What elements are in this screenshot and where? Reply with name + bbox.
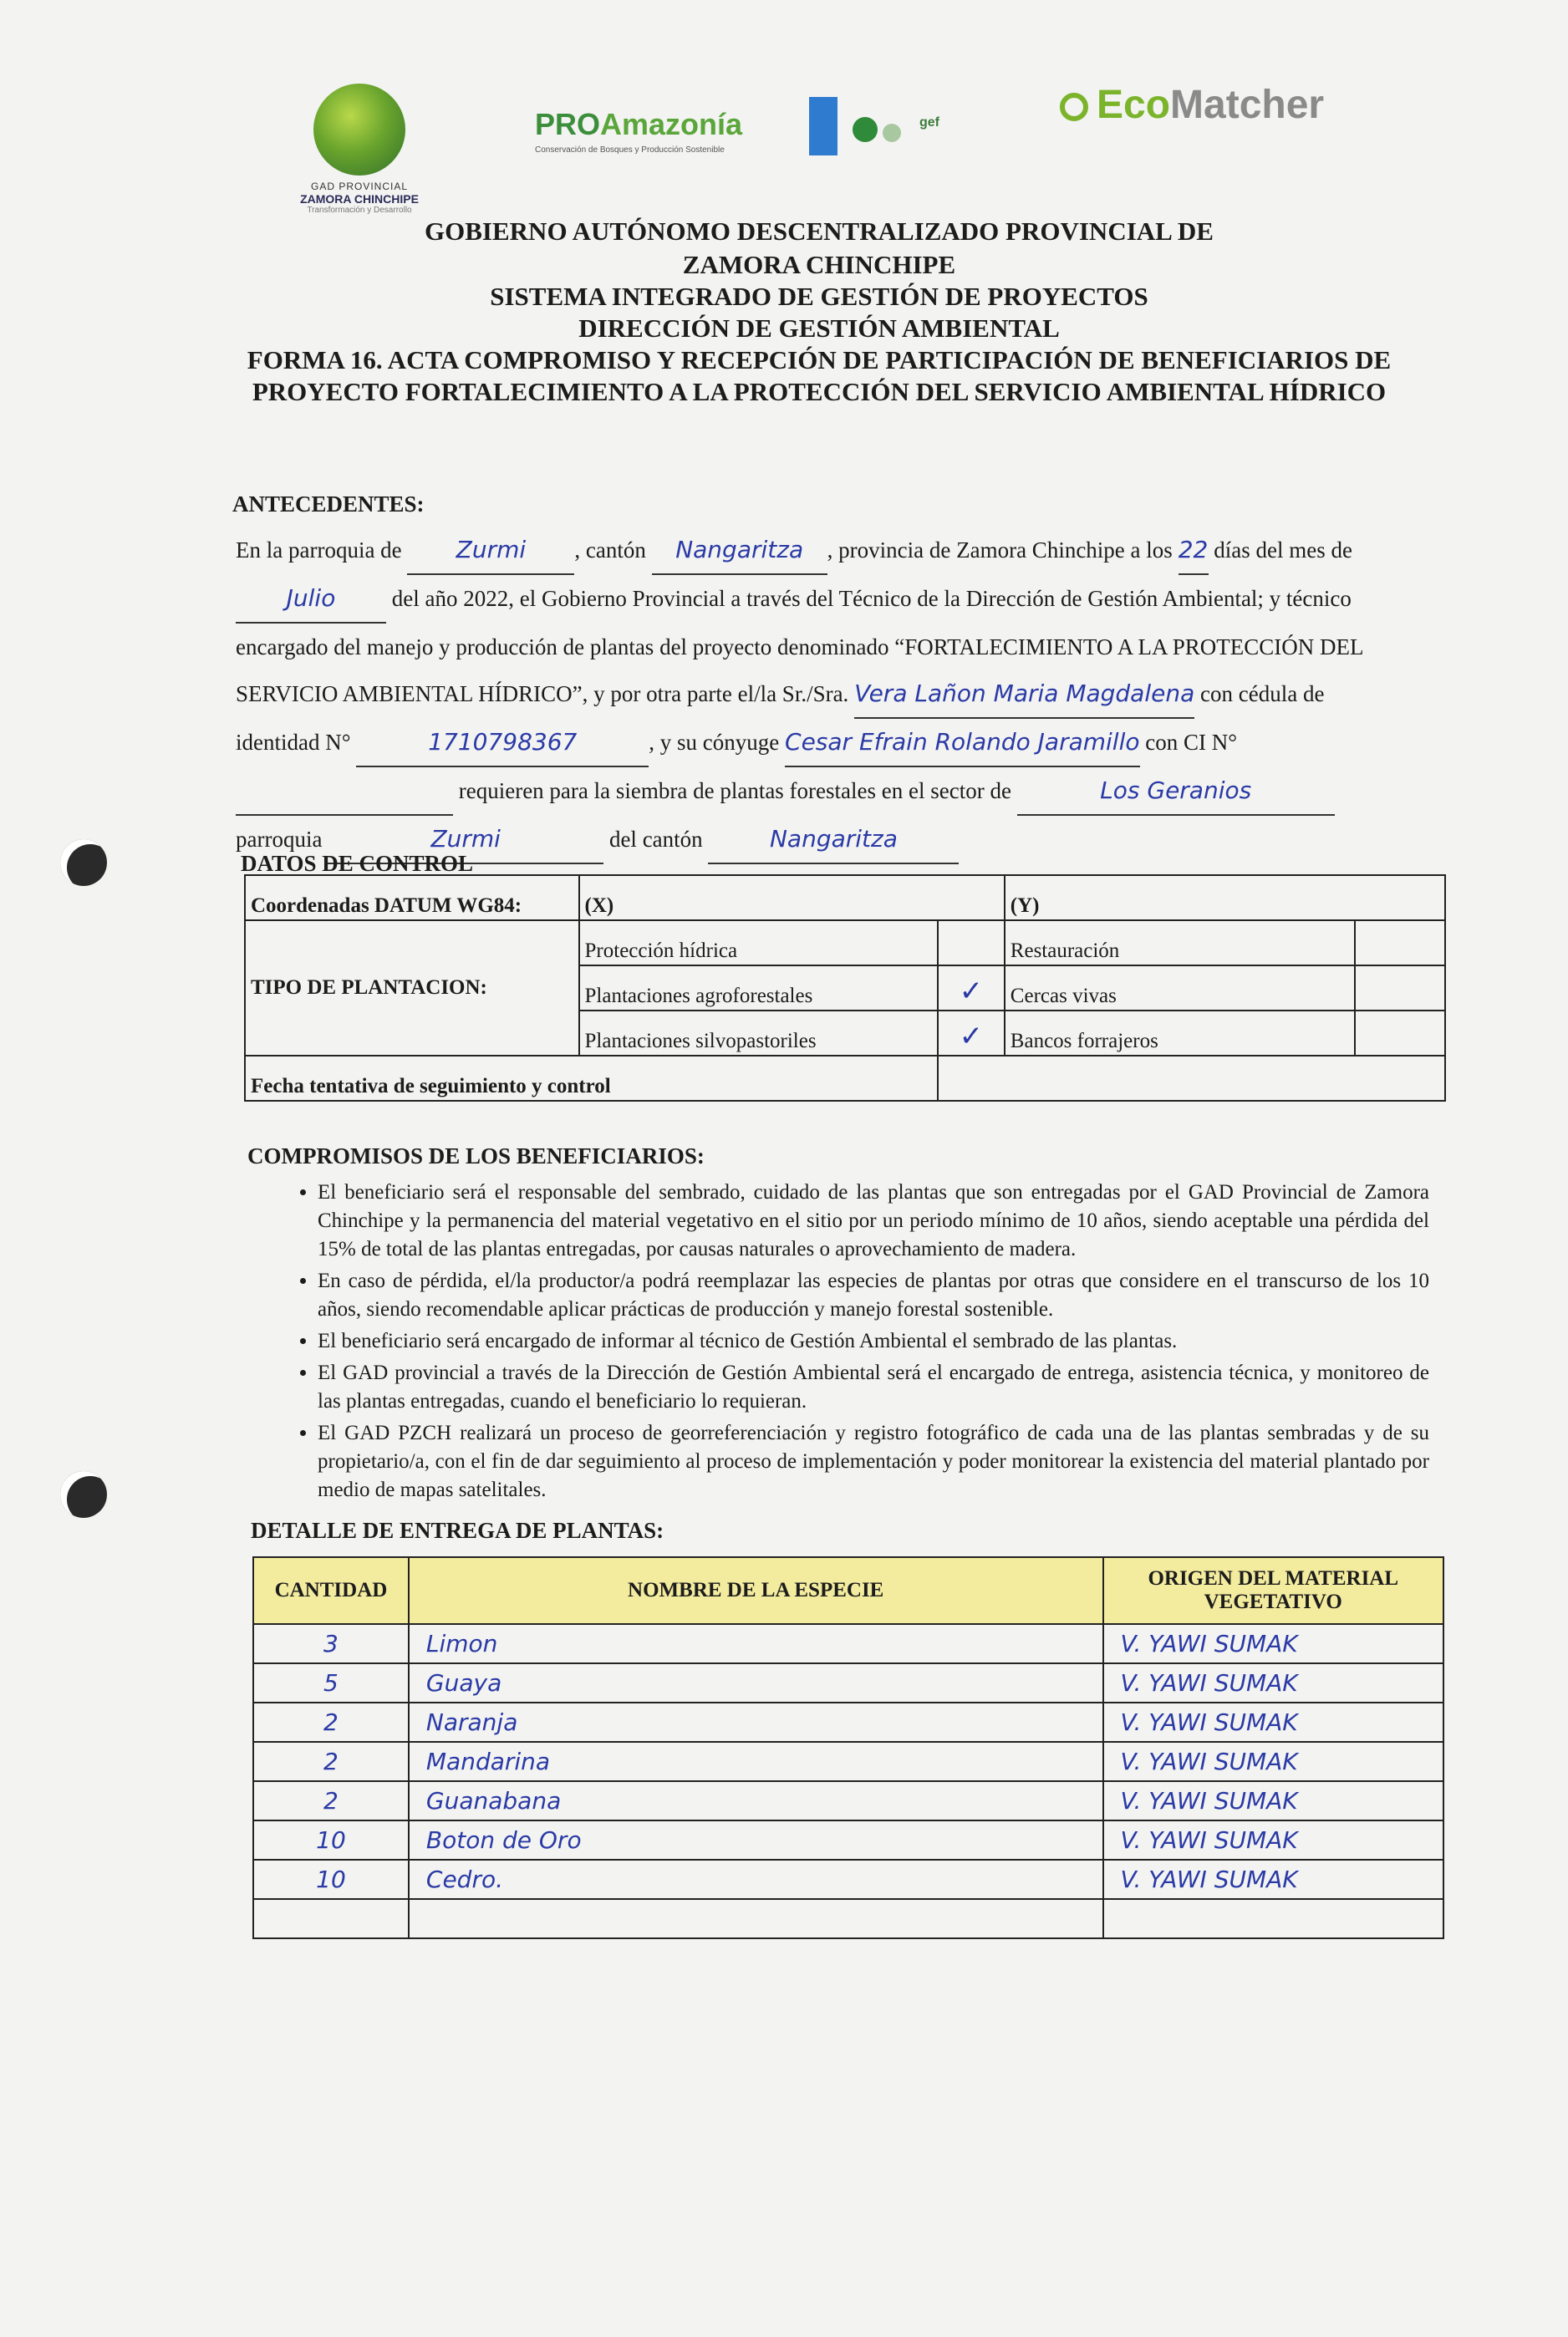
compromisos-list (293, 1179, 1429, 1508)
origen-cell[interactable]: V. YAWI SUMAK (1103, 1781, 1443, 1820)
cantidad-cell[interactable]: 10 (253, 1860, 409, 1899)
compromisos-heading: COMPROMISOS DE LOS BENEFICIARIOS: (247, 1143, 705, 1168)
col-especie: NOMBRE DE LA ESPECIE (409, 1557, 1103, 1624)
beneficiario-field[interactable]: Vera Lañon Maria Magdalena (854, 670, 1194, 719)
title-line-6: PROYECTO FORTALECIMIENTO A LA PROTECCIÓN DEL SERVICIO AMBIENTAL HÍDRICO (252, 377, 1387, 406)
origen-cell[interactable]: V. YAWI SUMAK (1103, 1742, 1443, 1781)
col-cantidad: CANTIDAD (253, 1557, 409, 1624)
coord-x-label: (X) (579, 875, 1005, 920)
cantidad-cell[interactable]: 2 (253, 1781, 409, 1820)
checkbox-restauracion[interactable] (1355, 920, 1445, 965)
control-table (244, 874, 1446, 1102)
parroquia2-field[interactable]: Zurmi (328, 816, 603, 864)
option-silvopastoriles: Plantaciones silvopastoriles (579, 1011, 938, 1056)
origen-cell[interactable]: V. YAWI SUMAK (1103, 1860, 1443, 1899)
gad-logo-name: ZAMORA CHINCHIPE (300, 192, 419, 206)
origen-cell[interactable] (1103, 1899, 1443, 1938)
mes-field[interactable]: Julio (236, 575, 386, 624)
punch-hole (60, 839, 107, 886)
text-fragment: parroquia (236, 827, 323, 852)
parroquia-field[interactable]: Zurmi (407, 527, 574, 575)
checkbox-proteccion-hidrica[interactable] (938, 920, 1005, 965)
especie-cell[interactable]: Boton de Oro (409, 1820, 1103, 1860)
text-fragment: En la parroquia de (236, 537, 402, 563)
compromiso-item: • El GAD PZCH realizará un proceso de georreferenciación y registro fotográfico de cada una de las plantas sembradas y de su propietario/a, con el fin de dar seguimiento al proceso de implementación y poder monitorear la existencia del material plantado por medio de mapas satelitales. (318, 1419, 1429, 1505)
compromiso-item: • El GAD provincial a través de la Dirección de Gestión Ambiental será el encargado de entrega, asistencia técnica, y monitoreo de las plantas entregadas, cuando el beneficiario lo requieran. (318, 1359, 1429, 1416)
ecomatcher-logo (1060, 82, 1324, 128)
undp-logo-icon (809, 97, 837, 155)
cantidad-cell[interactable]: 10 (253, 1820, 409, 1860)
text-fragment: con CI N° (1145, 730, 1238, 755)
title-line-5: FORMA 16. ACTA COMPROMISO Y RECEPCIÓN DE PARTICIPACIÓN DE BENEFICIARIOS DE (247, 345, 1392, 374)
text-fragment: , provincia de Zamora Chinchipe a los (827, 537, 1173, 563)
checkbox-bancos-forrajeros[interactable] (1355, 1011, 1445, 1056)
title-line-4: DIRECCIÓN DE GESTIÓN AMBIENTAL (578, 313, 1060, 343)
ecomatcher-rest: Matcher (1170, 83, 1325, 127)
cantidad-cell[interactable]: 3 (253, 1624, 409, 1663)
especie-cell[interactable]: Limon (409, 1624, 1103, 1663)
especie-cell[interactable] (409, 1899, 1103, 1938)
text-fragment: días del mes de (1214, 537, 1352, 563)
especie-cell[interactable]: Guanabana (409, 1781, 1103, 1820)
cantidad-cell[interactable] (253, 1899, 409, 1938)
punch-hole (60, 1471, 107, 1518)
text-fragment: requieren para la siembra de plantas forestales en el sector de (458, 778, 1011, 803)
sector-field[interactable]: Los Geranios (1017, 767, 1335, 816)
table-row (253, 1742, 1443, 1781)
fecha-field[interactable] (938, 1056, 1445, 1101)
gad-logo-tagline: Transformación y Desarrollo (307, 206, 412, 215)
coord-y-label: (Y) (1005, 875, 1445, 920)
coord-label: Coordenadas DATUM WG84: (245, 875, 579, 920)
gad-zamora-logo (284, 84, 435, 215)
cantidad-cell[interactable]: 2 (253, 1703, 409, 1742)
col-origen: ORIGEN DEL MATERIAL VEGETATIVO (1103, 1557, 1443, 1624)
proamazonia-pro: PRO (535, 107, 601, 141)
origen-cell[interactable]: V. YAWI SUMAK (1103, 1663, 1443, 1703)
especie-cell[interactable]: Cedro. (409, 1860, 1103, 1899)
partner-logos-icon (853, 117, 906, 146)
text-fragment: del año 2022, el Gobierno Provincial a través del Técnico de la Dirección de Gestión Ambiental; y técnico encargado del manejo y producción de plantas del proyecto denominado “FORTALECIMIENTO A LA PROTECCIÓN DEL SERVICIO AMBIENTAL HÍDRICO”, y por otra parte el/la Sr./Sra. (236, 586, 1363, 706)
compromiso-item: • El beneficiario será el responsable del sembrado, cuidado de las plantas que son entregadas por el GAD Provincial de Zamora Chinchipe y la permanencia del material vegetativo en el sitio por un periodo mínimo de 10 años, siendo aceptable una pérdida del 15% de total de las plantas entregadas, por causas naturales o aprovechamiento de madera. (318, 1179, 1429, 1264)
especie-cell[interactable]: Mandarina (409, 1742, 1103, 1781)
text-fragment: , y su cónyuge (649, 730, 780, 755)
origen-cell[interactable]: V. YAWI SUMAK (1103, 1820, 1443, 1860)
option-proteccion-hidrica: Protección hídrica (579, 920, 938, 965)
origen-cell[interactable]: V. YAWI SUMAK (1103, 1703, 1443, 1742)
canton-field[interactable]: Nangaritza (652, 527, 827, 575)
canton2-field[interactable]: Nangaritza (708, 816, 959, 864)
proamazonia-subtitle: Conservación de Bosques y Producción Sostenible (535, 145, 725, 155)
table-row (253, 1624, 1443, 1663)
conyuge-ci-field[interactable] (236, 767, 453, 816)
checkbox-silvopastoriles[interactable]: ✓ (938, 1011, 1005, 1056)
text-fragment: del cantón (608, 827, 703, 852)
detalle-heading: DETALLE DE ENTREGA DE PLANTAS: (251, 1518, 664, 1543)
tipo-label: TIPO DE PLANTACION: (245, 920, 579, 1056)
cedula-field[interactable]: 1710798367 (356, 719, 649, 767)
dias-field[interactable]: 22 (1179, 527, 1209, 575)
option-agroforestales: Plantaciones agroforestales (579, 965, 938, 1011)
table-row (253, 1860, 1443, 1899)
especie-cell[interactable]: Guaya (409, 1663, 1103, 1703)
option-bancos-forrajeros: Bancos forrajeros (1005, 1011, 1355, 1056)
table-row (253, 1663, 1443, 1703)
ecomatcher-pin-icon (1060, 93, 1088, 121)
cantidad-cell[interactable]: 2 (253, 1742, 409, 1781)
ecomatcher-eco: Eco (1097, 83, 1171, 127)
proamazonia-logo (535, 107, 742, 155)
checkbox-agroforestales[interactable]: ✓ (938, 965, 1005, 1011)
table-row (253, 1703, 1443, 1742)
proamazonia-rest: Amazonía (600, 107, 743, 141)
gef-logo: gef (919, 115, 939, 130)
gad-emblem-icon (313, 84, 405, 176)
origen-cell[interactable]: V. YAWI SUMAK (1103, 1624, 1443, 1663)
antecedentes-heading: ANTECEDENTES: (232, 491, 425, 517)
conyuge-field[interactable]: Cesar Efrain Rolando Jaramillo (785, 719, 1139, 767)
table-row (253, 1820, 1443, 1860)
title-line-1: GOBIERNO AUTÓNOMO DESCENTRALIZADO PROVINCIAL DE (425, 216, 1214, 246)
option-restauracion: Restauración (1005, 920, 1355, 965)
detalle-table (252, 1556, 1444, 1939)
control-heading: DATOS DE CONTROL (241, 851, 474, 876)
checkbox-cercas-vivas[interactable] (1355, 965, 1445, 1011)
compromiso-item: • El beneficiario será encargado de informar al técnico de Gestión Ambiental el sembrado de las plantas. (318, 1327, 1429, 1356)
fecha-label: Fecha tentativa de seguimiento y control (245, 1056, 938, 1101)
cantidad-cell[interactable]: 5 (253, 1663, 409, 1703)
compromiso-item: • En caso de pérdida, el/la productor/a podrá reemplazar las especies de plantas por otras que considere en el transcurso de los 10 años, siendo recomendable aplicar prácticas de producción y manejo forestal sostenible. (318, 1267, 1429, 1324)
gad-logo-top: GAD PROVINCIAL (310, 181, 409, 192)
title-line-2: ZAMORA CHINCHIPE (682, 250, 956, 279)
text-fragment: , cantón (574, 537, 646, 563)
text-fragment: con cédula de identidad N° (236, 681, 1325, 755)
table-row (253, 1781, 1443, 1820)
title-line-3: SISTEMA INTEGRADO DE GESTIÓN DE PROYECTOS (490, 282, 1148, 311)
table-row (253, 1899, 1443, 1938)
option-cercas-vivas: Cercas vivas (1005, 965, 1355, 1011)
antecedentes-paragraph (236, 527, 1393, 864)
especie-cell[interactable]: Naranja (409, 1703, 1103, 1742)
